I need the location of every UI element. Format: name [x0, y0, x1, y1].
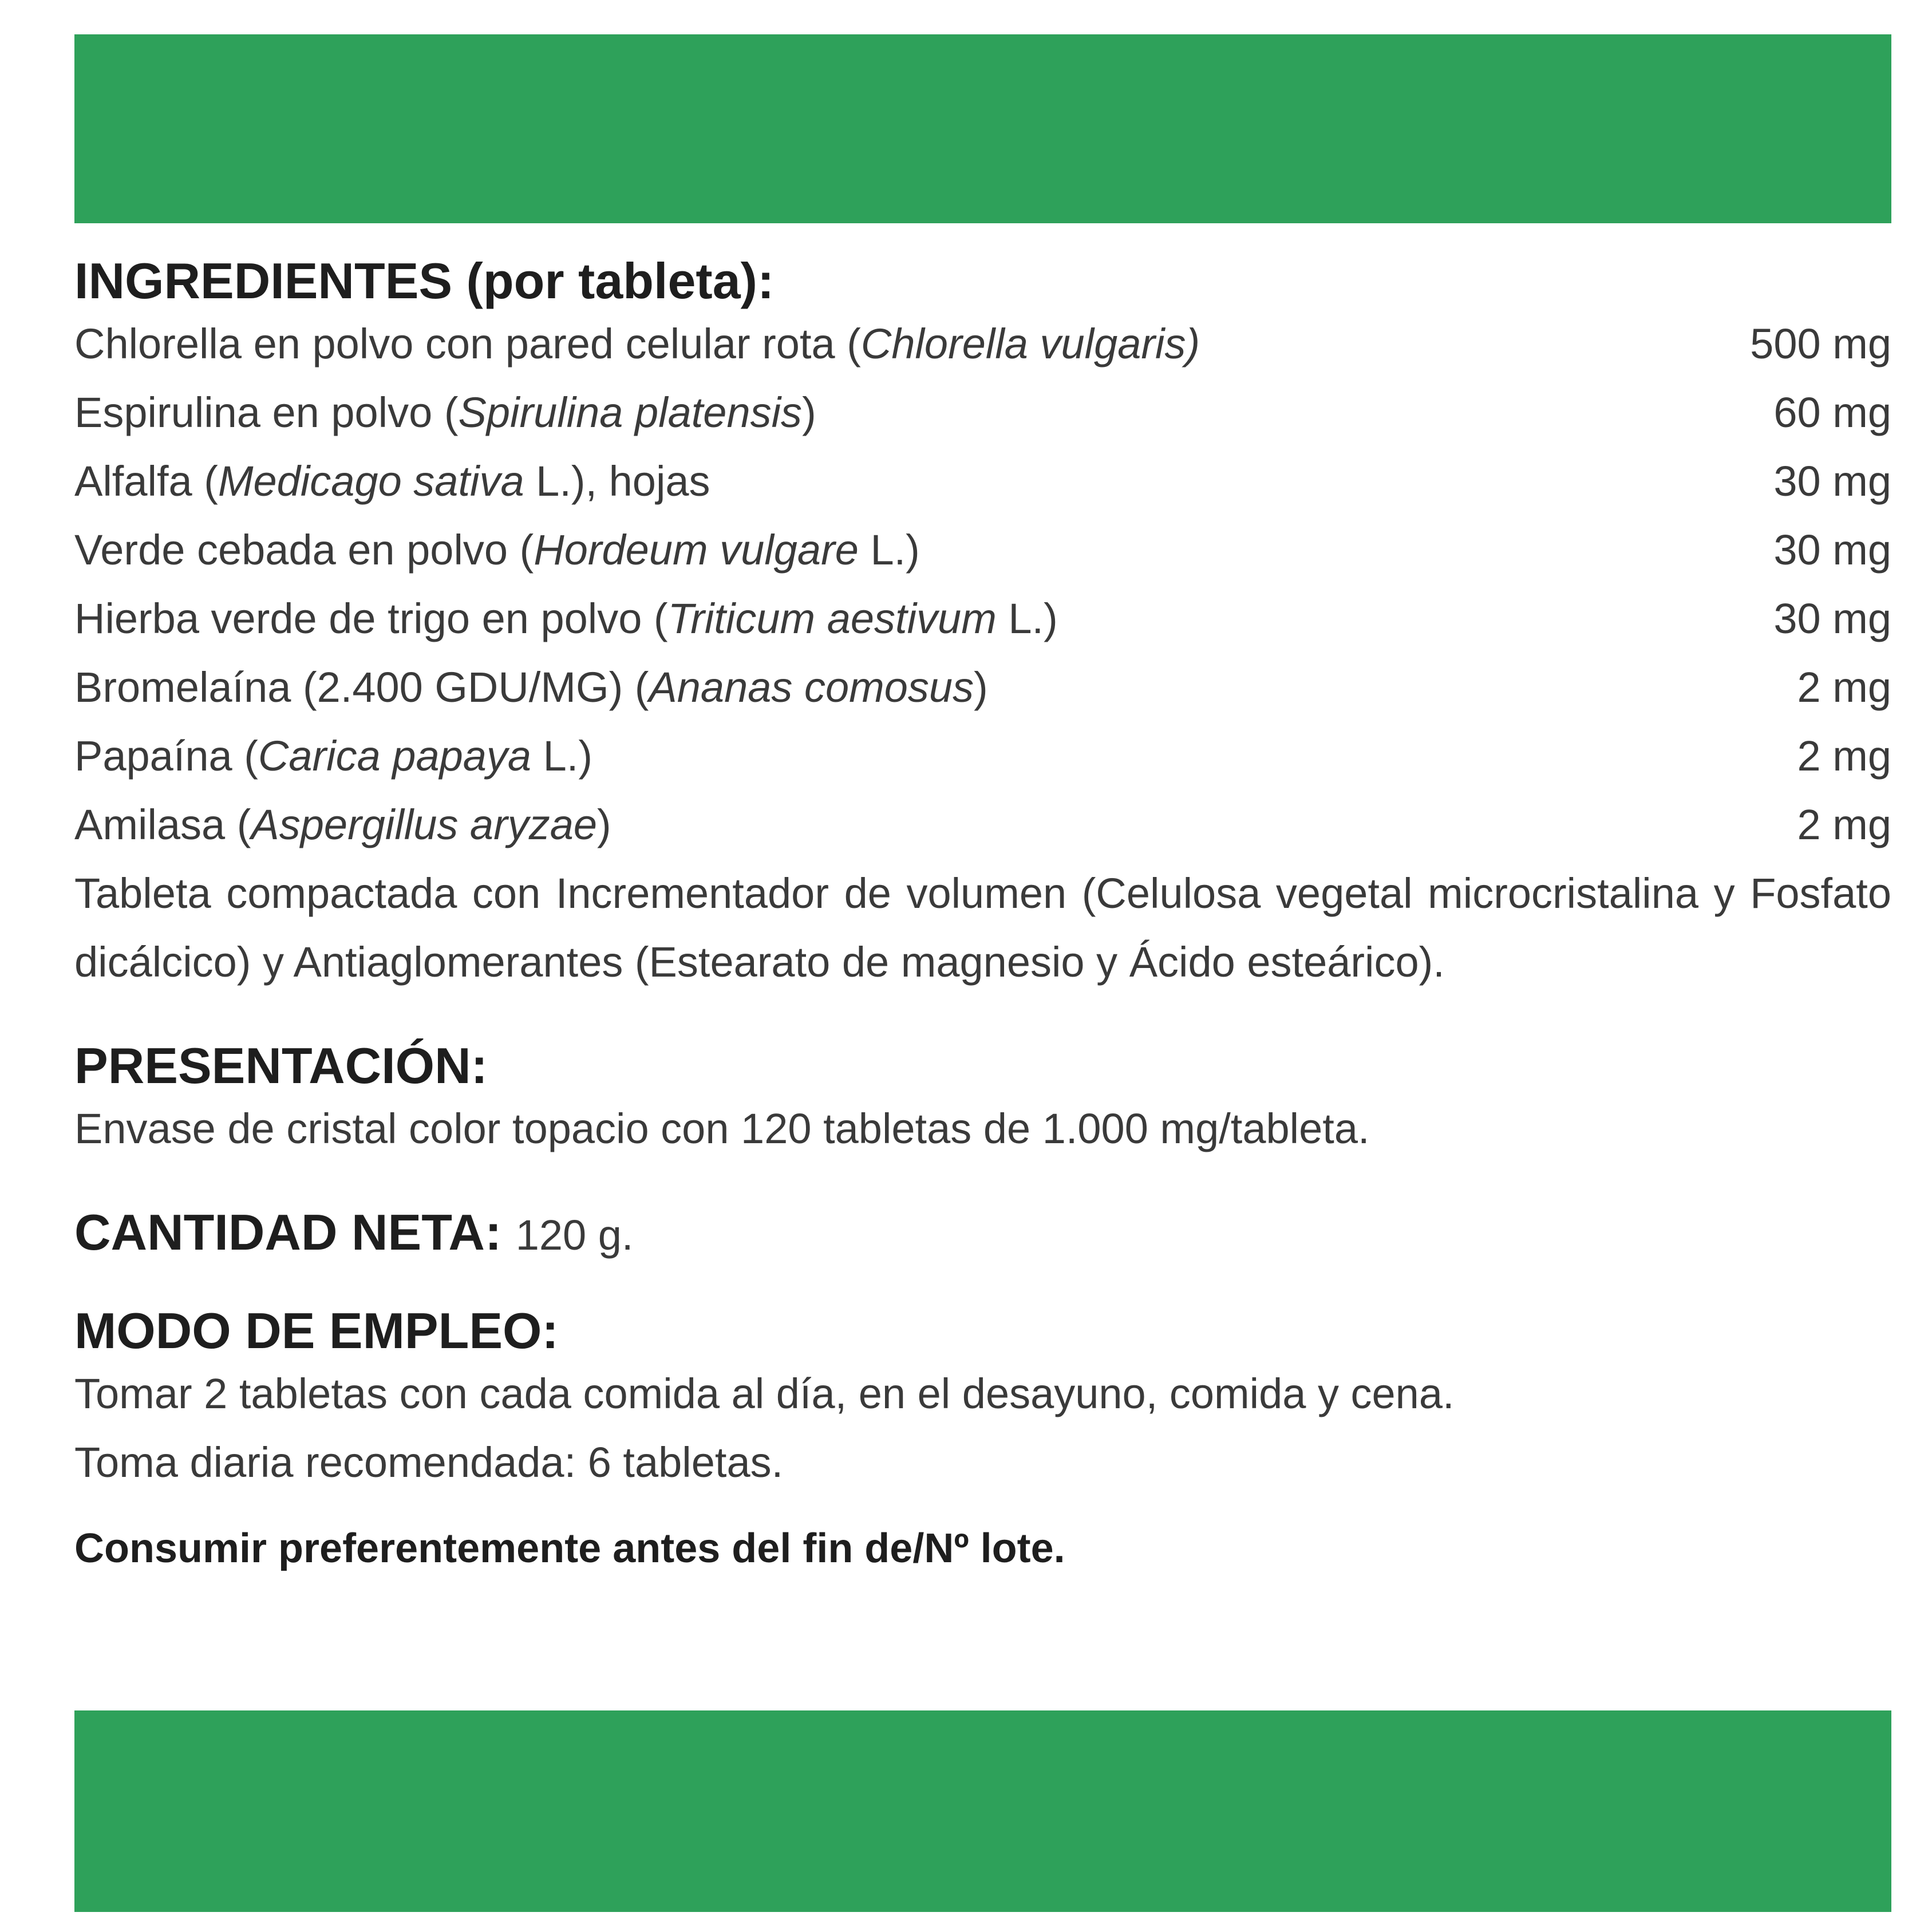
excipients-text: Tableta compactada con Incrementador de volumen (Celulosa vegetal microcristalina y Fosfato dicálcico) y Antiaglomerantes (Estearato de magnesio y Ácido esteárico).	[74, 870, 1891, 986]
ingredient-amount: 30 mg	[1773, 526, 1891, 574]
ingredient-row	[74, 653, 1891, 722]
net-quantity-line	[74, 1203, 1891, 1261]
ingredient-amount: 30 mg	[1773, 457, 1891, 505]
ingredient-amount: 30 mg	[1773, 595, 1891, 643]
bottom-green-band	[74, 1710, 1891, 1912]
ingredient-name: Hierba verde de trigo en polvo (Triticum aestivum L.)	[74, 595, 1058, 643]
top-green-band	[74, 34, 1891, 223]
ingredient-row	[74, 584, 1891, 653]
ingredient-name: Verde cebada en polvo (Hordeum vulgare L.)	[74, 526, 920, 574]
ingredient-amount: 2 mg	[1797, 663, 1891, 712]
ingredient-amount: 2 mg	[1797, 801, 1891, 849]
ingredient-row	[74, 378, 1891, 447]
best-before-note: Consumir preferentemente antes del fin de/Nº lote.	[74, 1525, 1065, 1571]
ingredients-heading: INGREDIENTES (por tableta):	[74, 252, 775, 309]
presentation-heading: PRESENTACIÓN:	[74, 1037, 488, 1095]
presentation-text: Envase de cristal color topacio con 120 tabletas de 1.000 mg/tableta.	[74, 1105, 1370, 1153]
ingredient-name: Amilasa (Aspergillus aryzae)	[74, 801, 611, 849]
label-content	[74, 252, 1891, 1583]
ingredient-name: Espirulina en polvo (Spirulina platensis)	[74, 389, 816, 437]
ingredient-amount: 60 mg	[1773, 389, 1891, 437]
usage-line-2: Toma diaria recomendada: 6 tabletas.	[74, 1438, 784, 1486]
ingredient-row	[74, 447, 1891, 516]
ingredient-name: Chlorella en polvo con pared celular rota (Chlorella vulgaris)	[74, 320, 1200, 368]
ingredient-name: Bromelaína (2.400 GDU/MG) (Ananas comosus)	[74, 663, 988, 712]
ingredient-amount: 500 mg	[1750, 320, 1891, 368]
ingredient-row	[74, 516, 1891, 584]
ingredients-list	[74, 310, 1891, 859]
ingredient-name: Papaína (Carica papaya L.)	[74, 732, 592, 780]
ingredient-name: Alfalfa (Medicago sativa L.), hojas	[74, 457, 710, 505]
ingredient-row	[74, 791, 1891, 859]
usage-heading: MODO DE EMPLEO:	[74, 1302, 559, 1359]
net-quantity-label: CANTIDAD NETA:	[74, 1204, 502, 1261]
ingredient-row	[74, 722, 1891, 791]
ingredient-amount: 2 mg	[1797, 732, 1891, 780]
usage-line-1: Tomar 2 tabletas con cada comida al día, en el desayuno, comida y cena.	[74, 1369, 1455, 1417]
net-quantity-value: 120 g.	[515, 1211, 634, 1259]
ingredient-row	[74, 310, 1891, 378]
